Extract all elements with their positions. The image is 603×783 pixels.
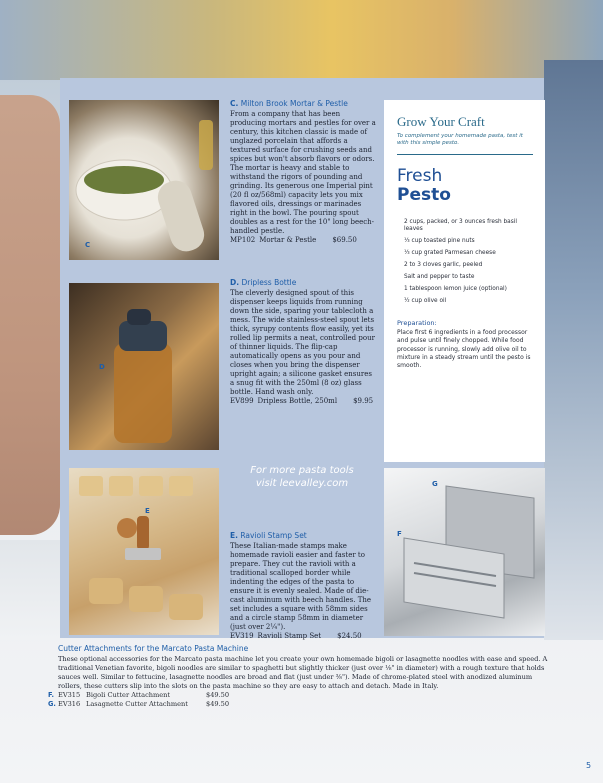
- product-c-title: [230, 99, 376, 108]
- product-c-title-text: Milton Brook Mortar & Pestle: [240, 99, 348, 108]
- item-name: Lasagnette Cutter Attachment: [86, 700, 188, 708]
- recipe-card: [384, 100, 545, 462]
- ingredient-item: ⅓ cup grated Parmesan cheese: [404, 250, 496, 256]
- item-sku: EV316: [58, 700, 81, 708]
- ingredient-item: 1 tablespoon lemon juice (optional): [404, 286, 507, 292]
- background-right-edge: [544, 60, 603, 640]
- cutter-attachments-items: [48, 691, 548, 709]
- promo-link[interactable]: visit leevalley.com: [255, 478, 349, 489]
- photo-tag-e: E: [145, 507, 150, 515]
- cutter-attachments-illustration: [384, 468, 545, 636]
- background-counter: [0, 540, 60, 640]
- product-d-title-text: Dripless Bottle: [241, 278, 297, 287]
- product-e-description: These Italian-made stamps make homemade ravioli easier and faster to prepare. They cut the ravioli with a traditional scalloped border while indenting the edges of the pasta to ensure it is evenly sealed. Made of die-cast aluminum with beech handles. The set includes a square with 58mm sides and a circle stamp 58mm in diameter (just over 2¼").: [230, 542, 372, 631]
- background-hand: [0, 95, 60, 535]
- ingredient-item: ½ cup olive oil: [404, 298, 447, 304]
- preparation-text: Place first 6 ingredients in a food processor and pulse until finely chopped. While food processor is running, slowly add olive oil to mixture in a steady stream until the pesto is smooth.: [397, 329, 531, 370]
- promo-line-1: For more pasta tools: [250, 465, 354, 476]
- product-c-price-row: [230, 236, 376, 245]
- ingredient-item: 2 cups, packed, or 3 ounces fresh basil leaves: [404, 219, 517, 232]
- ingredient-item: 2 to 3 cloves garlic, peeled: [404, 262, 483, 268]
- ingredient-item: ⅓ cup toasted pine nuts: [404, 238, 475, 244]
- item-letter: G.: [48, 700, 56, 708]
- product-c-sku: MP102: [230, 236, 256, 244]
- item-price: $49.50: [206, 691, 230, 699]
- ravioli-illustration: [69, 468, 219, 635]
- product-d-price: $9.95: [353, 397, 374, 405]
- page-number: 5: [586, 761, 592, 770]
- recipe-title-line-2: Pesto: [397, 185, 451, 205]
- mortar-pestle-illustration: [69, 100, 219, 260]
- product-d-letter: D.: [230, 278, 240, 287]
- ravioli-photo: [69, 468, 219, 635]
- product-d-title: [230, 278, 376, 287]
- product-c-letter: C.: [230, 99, 239, 108]
- photo-tag-d: D: [99, 363, 105, 371]
- ingredient-item: Salt and pepper to taste: [404, 274, 475, 280]
- item-sku: EV315: [58, 691, 81, 699]
- product-d: [230, 278, 376, 406]
- dripless-bottle-illustration: [69, 283, 219, 450]
- product-e-price: $24.50: [337, 632, 362, 640]
- product-e: [230, 531, 376, 641]
- recipe-section-subtitle: To complement your homemade pasta, test it with this simple pesto.: [397, 133, 523, 146]
- product-d-price-row: [230, 397, 376, 406]
- cutter-attachments-photo: [384, 468, 545, 636]
- photo-tag-c: C: [85, 241, 91, 249]
- cutter-attachments-section: [48, 644, 548, 709]
- ingredient-list: [404, 219, 533, 305]
- cutter-attachments-description: These optional accessories for the Marcato pasta machine let you create your own homemade bigoli or lasagnette noodles with ease and speed. A traditional Venetian favorite, bigoli noodles are similar to spaghetti but slightly thicker (just over ⅛" in diameter) with a rough texture that holds sauces well. Similar to fettucine, lasagnette noodles are broad and flat (just under ⅜"). Made of chrome-plated steel with anodized aluminum rollers, these cutters slip into the slots on the pasta machine so they are easy to attach and detach. Made in Italy.: [58, 655, 548, 690]
- product-d-name: Dripless Bottle, 250ml: [257, 397, 338, 405]
- promo-text[interactable]: [222, 464, 382, 490]
- product-e-name: Ravioli Stamp Set: [257, 632, 322, 640]
- product-d-sku: EV899: [230, 397, 254, 405]
- recipe-title-line-1: Fresh: [397, 166, 443, 186]
- product-c-price: $69.50: [332, 236, 357, 244]
- item-letter: F.: [48, 691, 55, 699]
- item-price: $49.50: [206, 700, 230, 708]
- product-d-description: The cleverly designed spout of this dispenser keeps liquids from running down the side, sparing your tablecloth a mess. The wide stainless-steel spout lets thick, syrupy contents flow easily, yet its rolled lip permits a neat, controlled pour of thinner liquids. The flip-cap automatically opens as you pour and closes when you bring the dispenser upright again; a silicone gasket ensures a snug fit with the 250ml (8 oz) glass bottle. Hand wash only.: [230, 289, 375, 396]
- dripless-bottle-photo: [69, 283, 219, 450]
- preparation-heading: Preparation:: [397, 319, 437, 327]
- product-e-letter: E.: [230, 531, 238, 540]
- photo-tag-f: F: [397, 530, 402, 538]
- product-c-description: From a company that has been producing mortars and pestles for over a century, this kitchen classic is made of unglazed porcelain that affords a textured surface for crushing seeds and spices but won't absorb flavors or odors. The mortar is heavy and stable to withstand the rigors of pounding and grinding. Its generous one Imperial pint (20 fl oz/568ml) capacity lets you mix flavored oils, dressings or marinades right in the bowl. The pouring spout doubles as a rest for the 10" long beech-handled pestle.: [230, 110, 376, 235]
- product-e-title: [230, 531, 376, 540]
- cutter-attachments-title: Cutter Attachments for the Marcato Pasta Machine: [58, 644, 249, 653]
- product-e-title-text: Ravioli Stamp Set: [240, 531, 307, 540]
- product-e-price-row: [230, 632, 376, 641]
- product-c: [230, 99, 376, 245]
- list-item: [48, 700, 548, 709]
- background-window: [0, 0, 603, 80]
- recipe-section-title: Grow Your Craft: [397, 114, 485, 129]
- recipe-divider: [397, 154, 533, 155]
- product-c-name: Mortar & Pestle: [259, 236, 317, 244]
- list-item: [48, 691, 548, 700]
- mortar-pestle-photo: [69, 100, 219, 260]
- item-name: Bigoli Cutter Attachment: [86, 691, 171, 699]
- photo-tag-g: G: [432, 480, 438, 488]
- product-e-sku: EV319: [230, 632, 254, 640]
